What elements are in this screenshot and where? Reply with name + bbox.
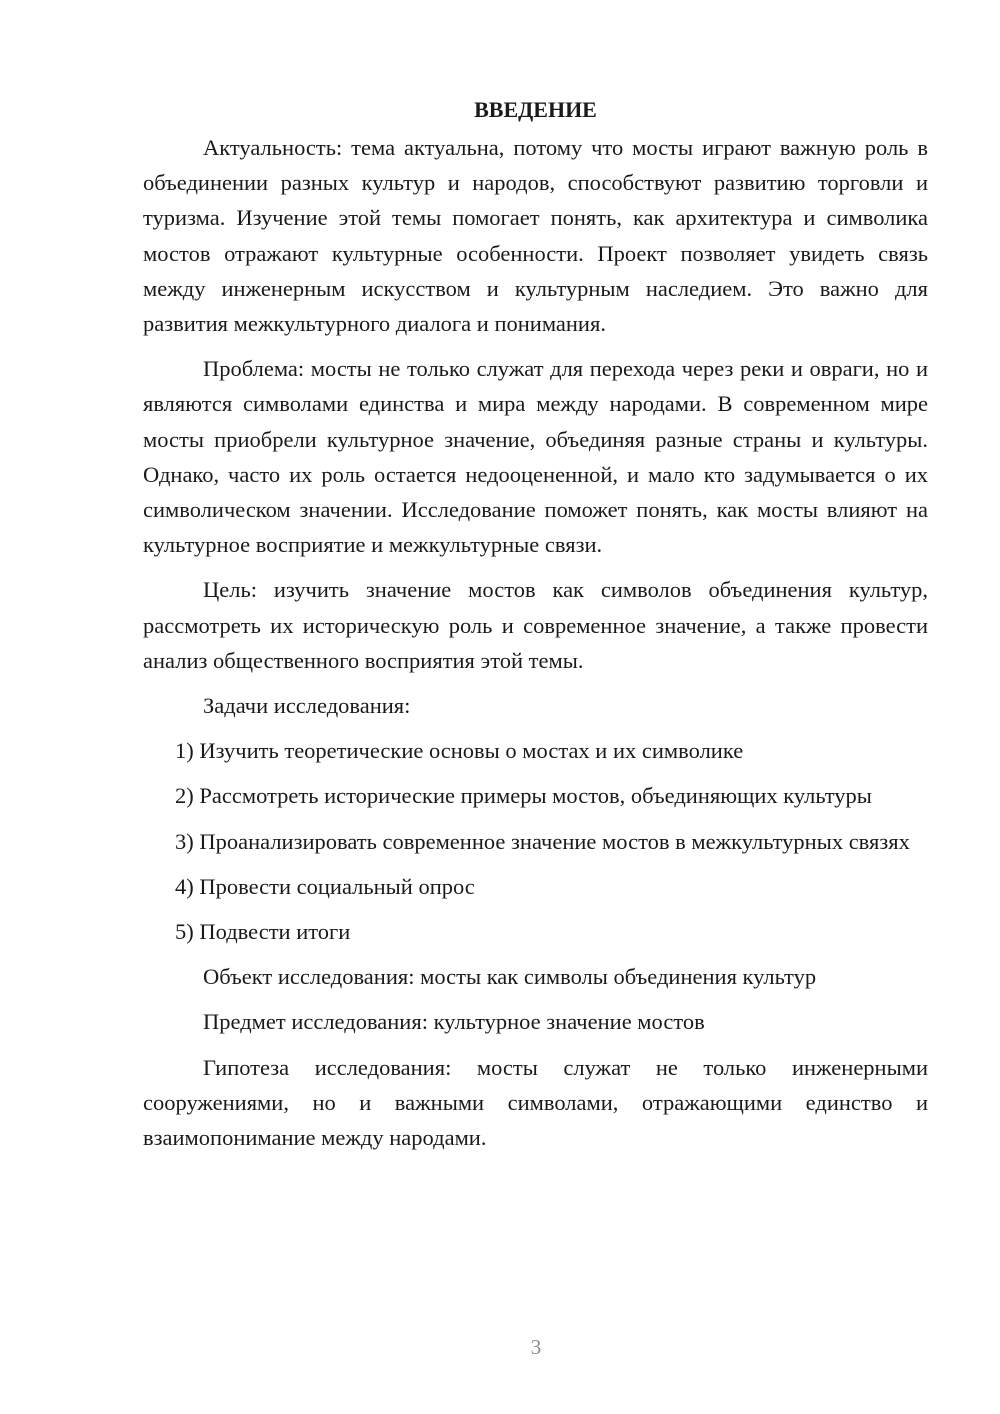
object-paragraph: Объект исследования: мосты как символы объединения культур <box>203 964 817 990</box>
task-item: 3) Проанализировать современное значение мостов в межкультурных связях <box>175 828 910 854</box>
task-item: 2) Рассмотреть исторические примеры мостов, объединяющих культуры <box>175 783 872 809</box>
problem-paragraph: Проблема: мосты не только служат для перехода через реки и овраги, но и являются символами единства и мира между народами. В современном мире мосты приобрели культурное значение, объединяя разные страны и культуры. Однако, часто их роль остается недооцененной, и мало кто задумывается о их символическом значении. Исследование поможет понять, как мосты влияют на культурное восприятие и межкультурные связи. <box>143 356 928 558</box>
goal-paragraph: Цель: изучить значение мостов как символов объединения культур, рассмотреть их историческую роль и современное значение, а также провести анализ общественного восприятия этой темы. <box>143 577 928 673</box>
tasks-heading: Задачи исследования: <box>203 693 411 719</box>
relevance-paragraph: Актуальность: тема актуальна, потому что мосты играют важную роль в объединении разных культур и народов, способствуют развитию торговли и туризма. Изучение этой темы помогает понять, как архитектура и символика мостов отражают культурные особенности. Проект позволяет увидеть связь между инженерным искусством и культурным наследием. Это важно для развития межкультурного диалога и понимания. <box>143 135 928 337</box>
page-number: 3 <box>530 1335 542 1359</box>
task-item: 1) Изучить теоретические основы о мостах и их символике <box>175 738 744 764</box>
subject-paragraph: Предмет исследования: культурное значение мостов <box>203 1009 705 1035</box>
section-title: ВВЕДЕНИЕ <box>474 97 597 122</box>
task-item: 4) Провести социальный опрос <box>175 873 475 899</box>
page-content <box>143 92 928 1165</box>
hypothesis-paragraph: Гипотеза исследования: мосты служат не только инженерными сооружениями, но и важными символами, отражающими единство и взаимопонимание между народами. <box>143 1054 928 1151</box>
task-item: 5) Подвести итоги <box>175 919 351 945</box>
